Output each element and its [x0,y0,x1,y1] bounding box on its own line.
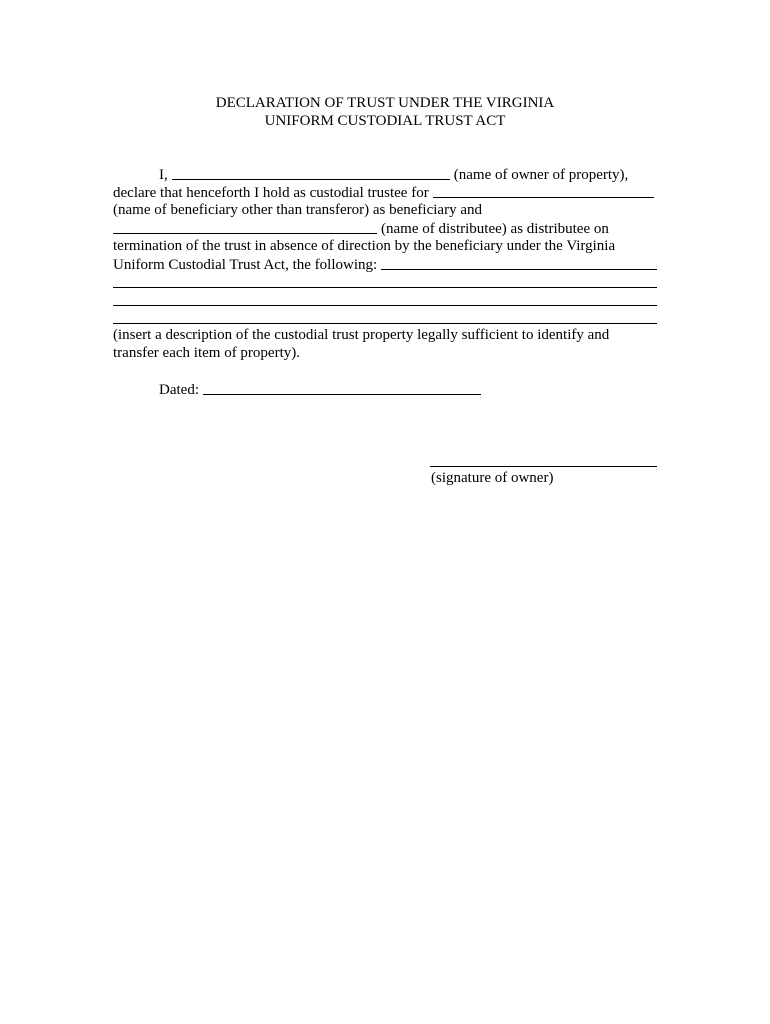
dated-label: Dated: [159,382,199,398]
document-title-line-2: UNIFORM CUSTODIAL TRUST ACT [264,113,506,129]
date-field[interactable] [203,381,481,395]
signature-field[interactable] [430,466,657,467]
trustee-line [113,183,657,202]
trustee-text: declare that henceforth I hold as custodial trustee for [113,185,429,201]
beneficiary-caption: (name of beneficiary other than transferor) as beneficiary and [113,202,482,218]
distributee-caption: (name of distributee) as distributee on [381,221,609,237]
dated-line [113,380,657,399]
termination-text: termination of the trust in absence of direction by the beneficiary under the Virginia [113,238,616,254]
distributee-name-field[interactable] [113,220,377,234]
termination-line [113,237,657,255]
document-title-line-1: DECLARATION OF TRUST UNDER THE VIRGINIA [215,95,555,111]
property-lead-text: Uniform Custodial Trust Act, the following: [113,257,378,273]
distributee-line [113,219,657,238]
property-description-field-4[interactable] [113,323,657,324]
owner-prefix: I, [159,167,168,183]
property-description-field-2[interactable] [113,287,657,288]
property-description-field-1[interactable] [381,256,657,270]
owner-name-field[interactable] [172,166,450,180]
beneficiary-line [113,201,657,219]
beneficiary-name-field[interactable] [433,184,654,198]
instruction-line-2 [113,344,657,362]
owner-name-line [113,165,657,184]
property-line [113,255,657,274]
property-description-field-3[interactable] [113,305,657,306]
owner-name-caption: (name of owner of property), [453,167,629,183]
instruction-line-1 [113,326,657,344]
instruction-text-2: transfer each item of property). [113,345,300,361]
signature-label: (signature of owner) [431,470,554,486]
instruction-text-1: (insert a description of the custodial trust property legally sufficient to identify and [113,327,610,343]
